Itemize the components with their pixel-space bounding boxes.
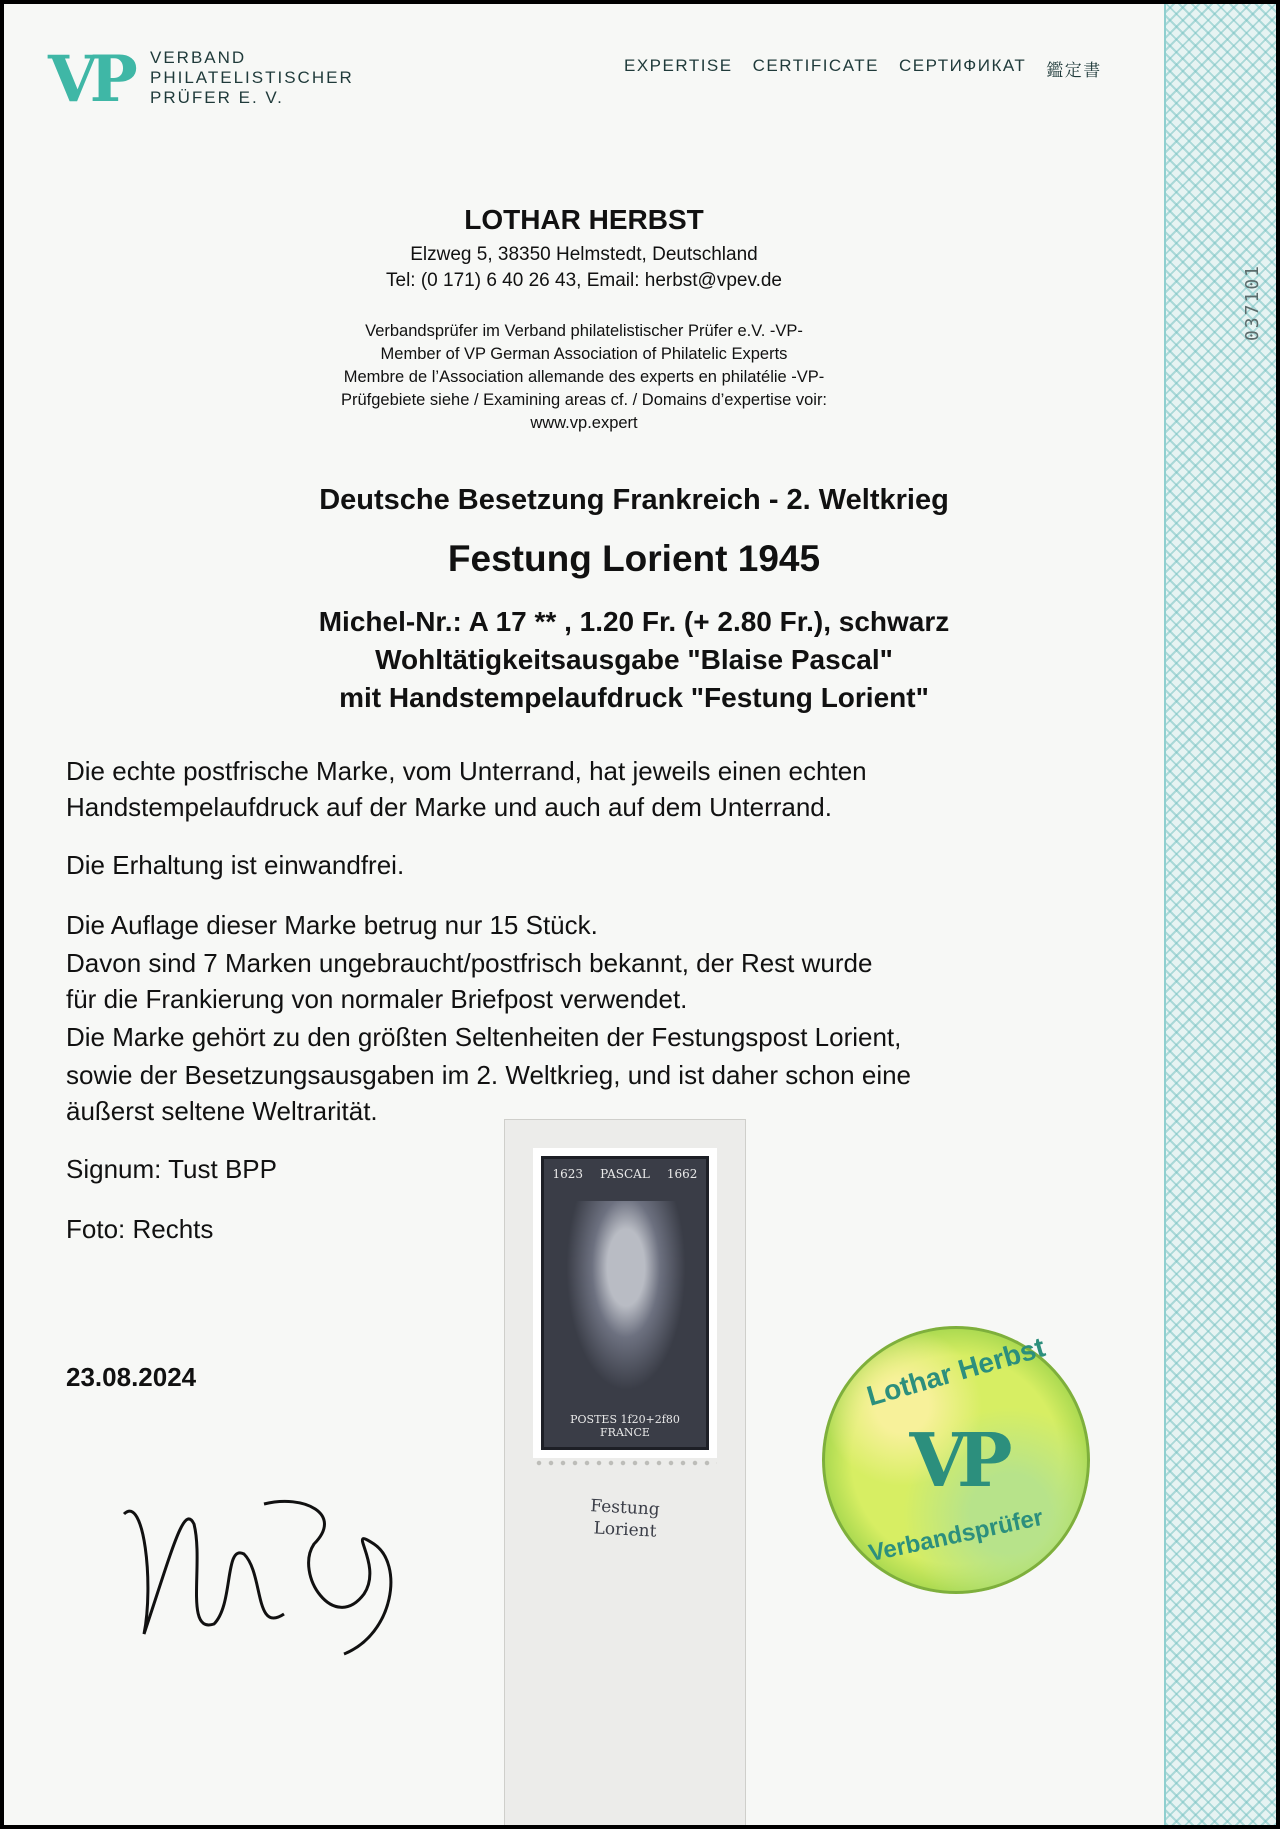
area-heading: Deutsche Besetzung Frankreich - 2. Weltkrieg: [319, 484, 949, 516]
condition-statement: Die Erhaltung ist einwandfrei.: [66, 850, 405, 880]
stamp-design: [541, 1156, 709, 1450]
stamp-year-right: 1662: [666, 1167, 698, 1181]
photo-line: Foto: Rechts: [66, 1214, 214, 1244]
paragraph-1-line-2: Handstempelaufdruck auf der Marke und auch auf dem Unterrand.: [66, 792, 832, 822]
overprint-description: mit Handstempelaufdruck "Festung Lorient": [339, 682, 929, 713]
org-line-1: VERBAND: [150, 48, 247, 67]
stamp-year-left: 1623: [552, 1167, 584, 1181]
membership-line-fr: Membre de l’Association allemande des experts en philatélie -VP-: [343, 368, 825, 386]
website-link[interactable]: www.vp.expert: [530, 414, 638, 432]
paragraph-1-line-1: Die echte postfrische Marke, vom Unterrand, hat jeweils einen echten: [66, 756, 867, 786]
org-line-2: PHILATELISTISCHER: [150, 68, 354, 87]
handwritten-signature: [114, 1484, 434, 1664]
stamp-value-text: POSTES 1f20+2f80 FRANCE: [570, 1413, 680, 1439]
title-expertise: EXPERTISE: [624, 56, 733, 75]
signum-line: Signum: Tust BPP: [66, 1154, 277, 1184]
issue-heading: Festung Lorient 1945: [447, 538, 821, 579]
organization-name: [150, 48, 354, 108]
stamp-name: PASCAL: [600, 1167, 650, 1181]
stamp-photo: [504, 1119, 746, 1825]
hologram-top-text: Lothar Herbst: [863, 1331, 1049, 1412]
overprint-line-2: Lorient: [593, 1518, 657, 1542]
serial-number: 037101: [1242, 264, 1263, 342]
hologram-vp-mark: VP: [909, 1418, 1003, 1504]
certificate-date: 23.08.2024: [66, 1362, 197, 1392]
expert-address: Elzweg 5, 38350 Helmstedt, Deutschland: [410, 244, 758, 265]
paragraph-3-line-6: äußerst seltene Weltrarität.: [66, 1096, 378, 1126]
stamp-perforation: [533, 1460, 717, 1466]
org-line-3: PRÜFER E. V.: [150, 88, 284, 107]
paragraph-3-line-4: Die Marke gehört zu den größten Seltenheiten der Festungspost Lorient,: [66, 1022, 902, 1052]
title-certificate: CERTIFICATE: [752, 56, 880, 75]
membership-line-en: Member of VP German Association of Philatelic Experts: [380, 345, 788, 363]
expert-contact: Tel: (0 171) 6 40 26 43, Email: herbst@vpev.de: [386, 270, 782, 291]
stamp-header: [544, 1167, 706, 1181]
expert-name: LOTHAR HERBST: [464, 204, 704, 235]
charity-issue: Wohltätigkeitsausgabe "Blaise Pascal": [375, 644, 893, 675]
hologram-seal: [822, 1326, 1090, 1594]
examining-areas-line: Prüfgebiete siehe / Examining areas cf. / Domains d’expertise voir:: [340, 391, 828, 409]
stamp: [533, 1148, 717, 1458]
certificate-page: [4, 4, 1276, 1825]
overprint-line-1: Festung: [589, 1496, 661, 1520]
paragraph-3-line-1: Die Auflage dieser Marke betrug nur 15 Stück.: [66, 910, 598, 940]
paragraph-3-line-2: Davon sind 7 Marken ungebraucht/postfrisch bekannt, der Rest wurde: [66, 948, 873, 978]
certificate-titles: [624, 56, 1102, 81]
title-russian: СЕРТИФИКАТ: [899, 56, 1027, 75]
paragraph-3-line-3: für die Frankierung von normaler Briefpost verwendet.: [66, 984, 688, 1014]
title-japanese: 鑑定書: [1046, 61, 1102, 80]
michel-number: Michel-Nr.: A 17 ** , 1.20 Fr. (+ 2.80 Fr.), schwarz: [318, 606, 950, 637]
paragraph-3-line-5: sowie der Besetzungsausgaben im 2. Weltkrieg, und ist daher schon eine: [66, 1060, 912, 1090]
hologram-bottom-text: Verbandsprüfer: [866, 1503, 1046, 1568]
pascal-portrait: [566, 1201, 686, 1391]
vp-logo: VP: [48, 42, 130, 117]
membership-line-de: Verbandsprüfer im Verband philatelistischer Prüfer e.V. -VP-: [365, 322, 803, 340]
